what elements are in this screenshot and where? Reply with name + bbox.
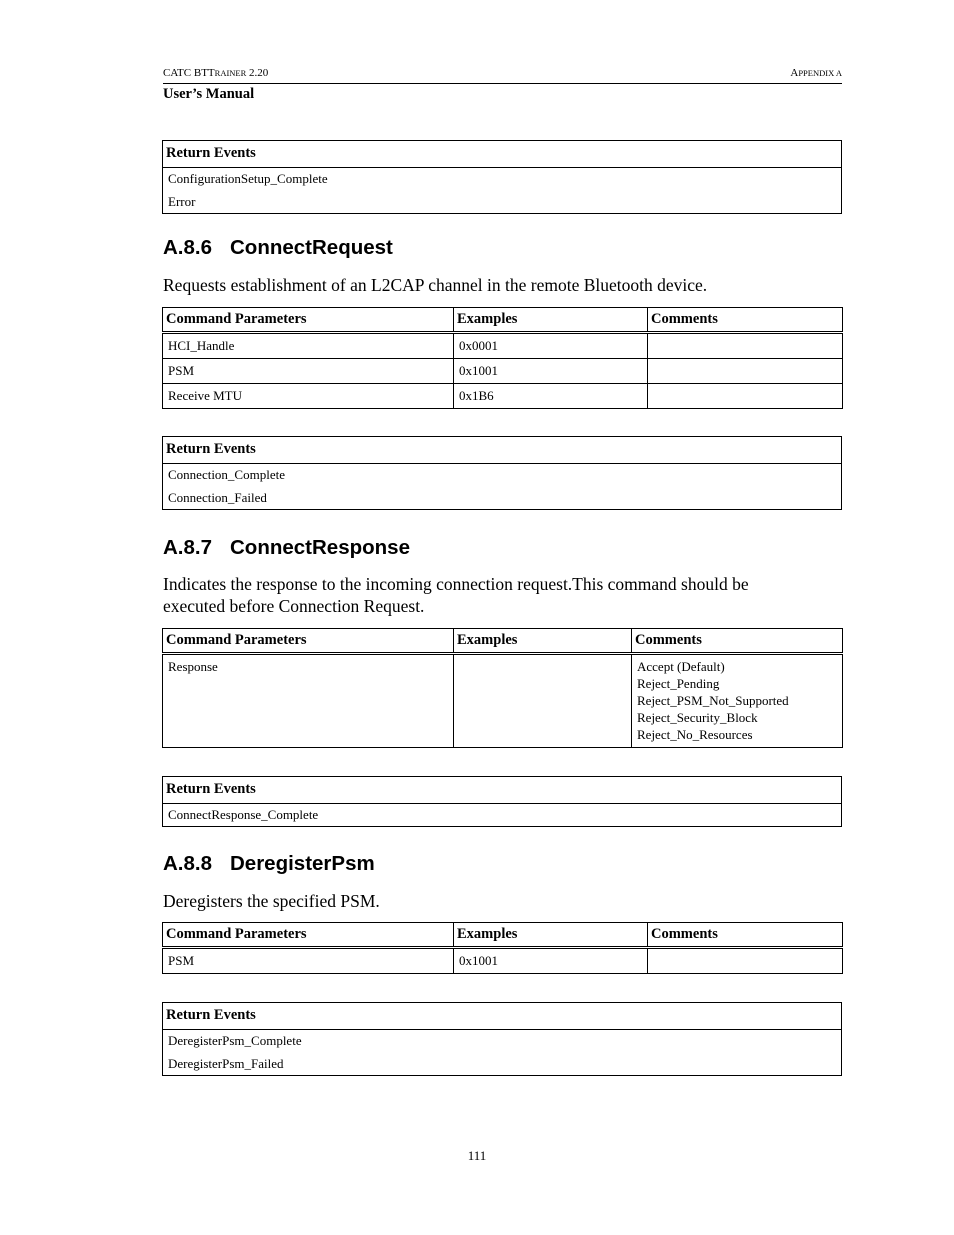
section-smallcaps: PPENDIX A [798, 68, 842, 78]
event-item: DeregisterPsm_Complete [163, 1030, 842, 1053]
table-row [163, 359, 843, 384]
col-header-parameters: Command Parameters [163, 308, 454, 333]
comment-cell [648, 384, 843, 409]
section-heading-connectrequest [163, 236, 393, 260]
product-name-part: CATC BTT [163, 67, 215, 79]
return-events-table-connectresponse [162, 776, 842, 827]
table-row [163, 384, 843, 409]
comment-option: Reject_Pending [637, 676, 720, 691]
section-initial: A [790, 67, 799, 79]
col-header-examples: Examples [454, 308, 648, 333]
example-cell: 0x1001 [454, 359, 648, 384]
header-rule [163, 83, 842, 84]
event-item: Connection_Failed [163, 487, 842, 510]
comment-option: Reject_Security_Block [637, 710, 758, 725]
manual-subtitle: User’s Manual [163, 86, 255, 102]
comment-cell [648, 948, 843, 974]
col-header-examples: Examples [454, 923, 648, 948]
page-number: 111 [467, 1148, 487, 1163]
comment-cell [648, 333, 843, 359]
events-header: Return Events [163, 437, 842, 464]
col-header-parameters: Command Parameters [163, 923, 454, 948]
example-cell: 0x1001 [454, 948, 648, 974]
comment-cell [648, 359, 843, 384]
event-item: Error [163, 191, 842, 214]
comment-cell [632, 654, 843, 748]
col-header-comments: Comments [632, 629, 843, 654]
comment-option: Reject_No_Resources [637, 727, 753, 742]
section-description: Indicates the response to the incoming connection request.This command should be executed before Connection Request. [163, 574, 749, 616]
section-title: ConnectResponse [230, 536, 410, 559]
section-number: A.8.8 [163, 852, 212, 875]
section-heading-connectresponse [163, 536, 410, 560]
product-version: 2.20 [246, 67, 269, 79]
example-cell: 0x0001 [454, 333, 648, 359]
example-cell [454, 654, 632, 748]
col-header-parameters: Command Parameters [163, 629, 454, 654]
section-number: A.8.6 [163, 236, 212, 259]
event-item: DeregisterPsm_Failed [163, 1053, 842, 1076]
events-header: Return Events [163, 1003, 842, 1030]
section-title: DeregisterPsm [230, 852, 375, 875]
event-item: ConfigurationSetup_Complete [163, 168, 842, 191]
param-cell: Receive MTU [163, 384, 454, 409]
section-number: A.8.7 [163, 536, 212, 559]
col-header-examples: Examples [454, 629, 632, 654]
param-cell: PSM [163, 948, 454, 974]
col-header-comments: Comments [648, 308, 843, 333]
table-row [163, 654, 843, 748]
param-cell: Response [163, 654, 454, 748]
event-item: Connection_Complete [163, 464, 842, 487]
col-header-comments: Comments [648, 923, 843, 948]
event-item: ConnectResponse_Complete [163, 804, 842, 827]
return-events-table-connectrequest [162, 436, 842, 510]
events-header: Return Events [163, 777, 842, 804]
table-row [163, 948, 843, 974]
section-description: Deregisters the specified PSM. [163, 891, 380, 911]
section-description: Requests establishment of an L2CAP channel in the remote Bluetooth device. [163, 275, 708, 295]
return-events-table-deregisterpsm [162, 1002, 842, 1076]
param-cell: HCI_Handle [163, 333, 454, 359]
command-parameters-table-connectresponse [162, 628, 843, 748]
command-parameters-table-connectrequest [162, 307, 843, 409]
running-header-section [790, 67, 842, 79]
running-header-product [163, 67, 268, 79]
example-cell: 0x1B6 [454, 384, 648, 409]
comment-option: Reject_PSM_Not_Supported [637, 693, 789, 708]
return-events-table-configsetup [162, 140, 842, 214]
table-row [163, 333, 843, 359]
comment-option: Accept (Default) [637, 659, 725, 674]
param-cell: PSM [163, 359, 454, 384]
command-parameters-table-deregisterpsm [162, 922, 843, 974]
section-title: ConnectRequest [230, 236, 393, 259]
events-header: Return Events [163, 141, 842, 168]
product-name-smallcaps: RAINER [214, 68, 247, 78]
section-heading-deregisterpsm [163, 852, 375, 876]
